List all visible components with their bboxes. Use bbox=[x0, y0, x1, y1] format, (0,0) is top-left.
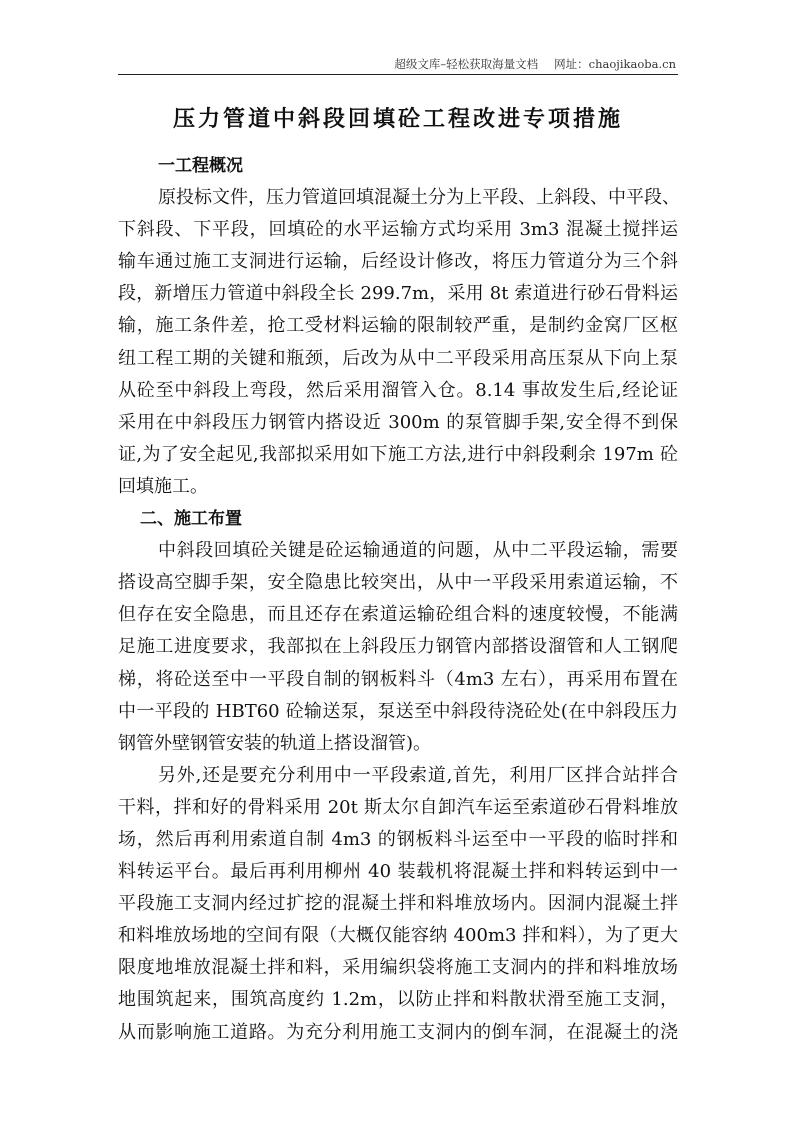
document-title: 压力管道中斜段回填砼工程改进专项措施 bbox=[172, 106, 623, 132]
paragraph-line: 钢管外壁钢管安装的轨道上搭设溜管)。 bbox=[118, 732, 432, 754]
paragraph-line: 中斜段回填砼关键是砼运输通道的问题，从中二平段运输，需要 bbox=[158, 540, 678, 562]
header-url: 网址：chaojikaoba.cn bbox=[554, 57, 676, 71]
paragraph-line: 搭设高空脚手架，安全隐患比较突出，从中一平段采用索道运输，不 bbox=[118, 572, 678, 594]
paragraph-line: 场，然后再利用索道自制 4m3 的钢板料斗运至中一平段的临时拌和 bbox=[118, 828, 678, 850]
paragraph-line: 回填施工。 bbox=[118, 475, 208, 497]
paragraph-line: 平段施工支洞内经过扩挖的混凝土拌和料堆放场内。因洞内混凝土拌 bbox=[118, 893, 678, 915]
paragraph-line: 原投标文件，压力管道回填混凝土分为上平段、上斜段、中平段、 bbox=[158, 187, 680, 209]
paragraph-line: 从砼至中斜段上弯段，然后采用溜管入仓。8.14 事故发生后,经论证 bbox=[118, 379, 678, 401]
paragraph-line: 纽工程工期的关键和瓶颈，后改为从中二平段采用高压泵从下向上泵 bbox=[118, 347, 678, 369]
paragraph-line: 从而影响施工道路。为充分利用施工支洞内的倒车洞，在混凝土的浇 bbox=[118, 1021, 678, 1043]
paragraph-line: 段，新增压力管道中斜段全长 299.7m，采用 8t 索道进行砂石骨料运 bbox=[118, 283, 678, 305]
paragraph-line: 梯，将砼送至中一平段自制的钢板料斗（4m3 左右），再采用布置在 bbox=[118, 668, 678, 690]
paragraph-line: 证,为了安全起见,我部拟采用如下施工方法,进行中斜段剩余 197m 砼 bbox=[118, 443, 678, 465]
paragraph-line: 足施工进度要求，我部拟在上斜段压力钢管内部搭设溜管和人工钢爬 bbox=[118, 636, 678, 658]
page-header bbox=[394, 56, 676, 72]
section-heading: 一工程概况 bbox=[158, 156, 243, 176]
paragraph-line: 地围筑起来，围筑高度约 1.2m，以防止拌和料散状滑至施工支洞， bbox=[118, 989, 678, 1011]
header-site: 超级文库–轻松获取海量文档 bbox=[394, 57, 539, 71]
paragraph-line: 料转运平台。最后再利用柳州 40 装载机将混凝土拌和料转运到中一 bbox=[118, 861, 678, 883]
paragraph-line: 但存在安全隐患，而且还存在索道运输砼组合料的速度较慢，不能满 bbox=[118, 604, 678, 626]
paragraph-line: 输，施工条件差，抢工受材料运输的限制较严重，是制约金窝厂区枢 bbox=[118, 315, 678, 337]
paragraph-line: 限度地堆放混凝土拌和料，采用编织袋将施工支洞内的拌和料堆放场 bbox=[118, 957, 678, 979]
paragraph-line: 中一平段的 HBT60 砼输送泵，泵送至中斜段待浇砼处(在中斜段压力 bbox=[118, 700, 678, 722]
paragraph-line: 输车通过施工支洞进行运输，后经设计修改，将压力管道分为三个斜 bbox=[118, 251, 678, 273]
section-heading: 二、施工布置 bbox=[140, 509, 242, 530]
paragraph-line: 另外,还是要充分利用中一平段索道,首先，利用厂区拌合站拌合 bbox=[158, 764, 678, 786]
paragraph-line: 下斜段、下平段，回填砼的水平运输方式均采用 3m3 混凝土搅拌运 bbox=[118, 219, 678, 241]
header-divider bbox=[118, 74, 678, 75]
document-body bbox=[118, 150, 678, 1049]
paragraph-line: 干料，拌和好的骨料采用 20t 斯太尔自卸汽车运至索道砂石骨料堆放 bbox=[118, 796, 678, 818]
paragraph-line: 和料堆放场地的空间有限（大概仅能容纳 400m3 拌和料），为了更大 bbox=[118, 925, 678, 947]
paragraph-line: 采用在中斜段压力钢管内搭设近 300m 的泵管脚手架,安全得不到保 bbox=[118, 411, 678, 433]
